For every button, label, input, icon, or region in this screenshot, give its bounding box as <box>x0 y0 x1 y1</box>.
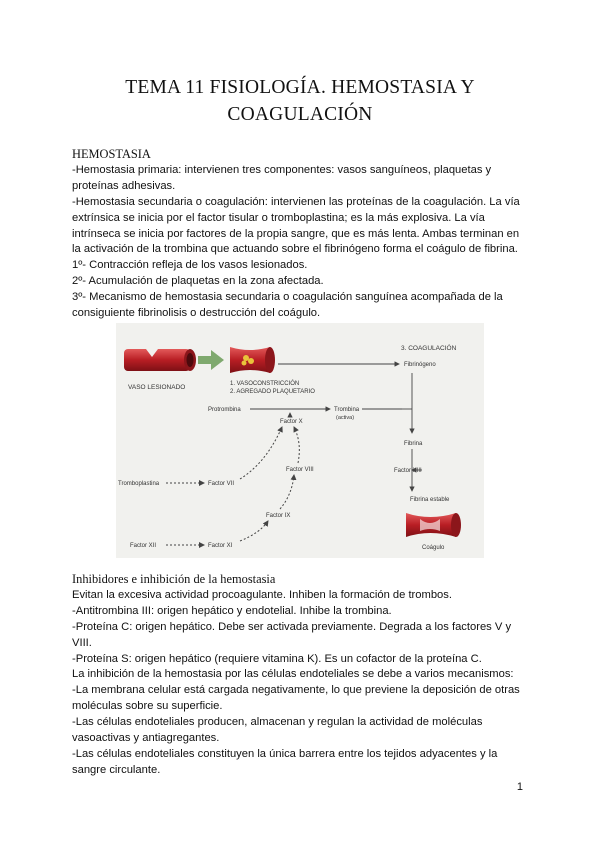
label-factor-xiii: Factor XIII <box>394 468 422 474</box>
paragraph: 1º- Contracción refleja de los vasos lesionados. <box>72 259 308 272</box>
section-heading: Inhibidores e inhibición de la hemostasia <box>72 572 276 586</box>
coagulation-diagram <box>116 323 484 558</box>
title-line-2: COAGULACIÓN <box>227 104 373 125</box>
title-line-1: TEMA 11 FISIOLOGÍA. HEMOSTASIA Y <box>125 77 475 98</box>
label-vaso-lesionado: VASO LESIONADO <box>128 384 186 391</box>
label-agregado: 2. AGREGADO PLAQUETARIO <box>230 389 315 395</box>
paragraph: Evitan la excesiva actividad procoagulante. Inhiben la formación de trombos. <box>72 588 452 601</box>
label-vasoconstriccion: 1. VASOCONSTRICCIÓN <box>230 381 300 387</box>
constricted-vessel-icon <box>230 347 275 373</box>
paragraph: -La membrana celular está cargada negativamente, lo que previene la deposición de otras moléculas sobre su superficie. <box>72 684 520 713</box>
page-title <box>72 74 528 128</box>
paragraph: -Hemostasia primaria: intervienen tres componentes: vasos sanguíneos, plaquetas y proteínas adhesivas. <box>72 163 492 192</box>
paragraph: 2º- Acumulación de plaquetas en la zona afectada. <box>72 275 324 288</box>
label-factor-xi: Factor XI <box>208 543 233 549</box>
diagram-svg <box>116 323 484 558</box>
label-factor-x: Factor X <box>280 419 303 425</box>
label-fibrina-estable: Fibrina estable <box>410 497 450 503</box>
paragraph: 3º- Mecanismo de hemostasia secundaria o coagulación sanguínea acompañada de la consiguiente fibrinolisis o destrucción del coágulo. <box>72 291 503 320</box>
label-tromboplastina: Tromboplastina <box>118 481 160 487</box>
paragraph: -Hemostasia secundaria o coagulación: intervienen las proteínas de la coagulación. La vía extrínsica se inicia por el factor tisular o tromboplastina; es la más explosiva. La vía intrínseca se inicia por factores de la propia sangre, que es más lenta. Ambas terminan en la activación de la trombina que actuando sobre el fibrinógeno forma el coágulo de fibrina. <box>72 195 520 256</box>
label-factor-ix: Factor IX <box>266 513 291 519</box>
label-trombina: Trombina <box>334 407 360 413</box>
paragraph: -Proteína S: origen hepático (requiere vitamina K). Es un cofactor de la proteína C. <box>72 652 482 665</box>
label-factor-viii: Factor VIII <box>286 467 314 473</box>
section-hemostasia <box>72 147 530 322</box>
label-factor-vii: Factor VII <box>208 481 235 487</box>
paragraph: -Antitrombina III: origen hepático y endotelial. Inhibe la trombina. <box>72 604 392 617</box>
label-coagulacion: 3. COAGULACIÓN <box>401 345 457 352</box>
section-heading: HEMOSTASIA <box>72 147 151 161</box>
label-fibrinogeno: Fibrinógeno <box>404 362 436 368</box>
clot-vessel-icon <box>406 513 461 537</box>
paragraph: La inhibición de la hemostasia por las células endoteliales se debe a varios mecanismos: <box>72 668 514 681</box>
paragraph: -Las células endoteliales constituyen la única barrera entre los tejidos adyacentes y la sangre circulante. <box>72 747 498 776</box>
label-protrombina: Protrombina <box>208 407 241 413</box>
section-inhibidores <box>72 572 530 779</box>
label-activa: (activa) <box>336 415 355 421</box>
label-coagulo: Coágulo <box>422 545 445 551</box>
label-factor-xii: Factor XII <box>130 543 157 549</box>
paragraph: -Proteína C: origen hepático. Debe ser activada previamente. Degrada a los factores V y VIII. <box>72 620 512 649</box>
page-number: 1 <box>516 781 523 793</box>
label-fibrina: Fibrina <box>404 441 423 447</box>
injured-vessel-icon <box>124 349 196 371</box>
paragraph: -Las células endoteliales producen, almacenan y regulan la actividad de moléculas vasoactivas y antiagregantes. <box>72 716 483 745</box>
green-arrow-icon <box>198 350 224 370</box>
